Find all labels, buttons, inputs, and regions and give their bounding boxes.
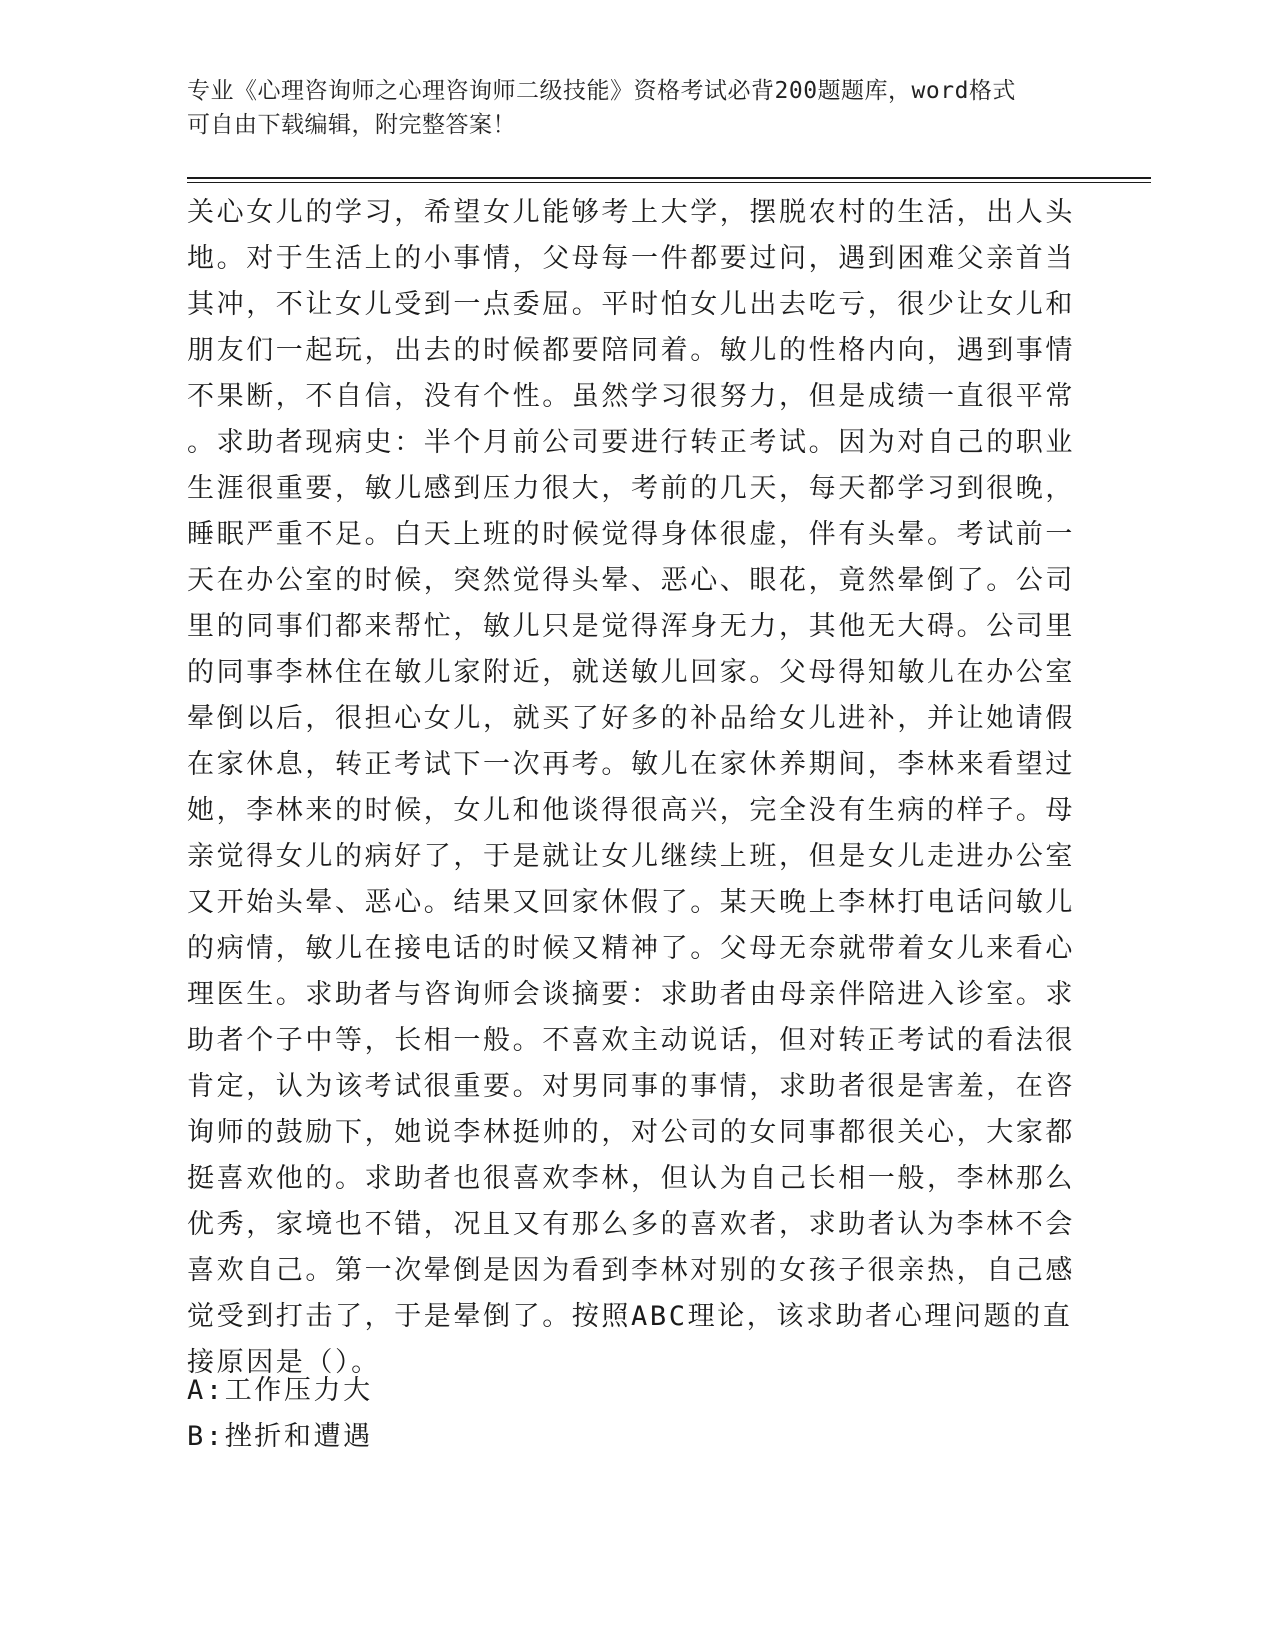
question-line: 亲觉得女儿的病好了，于是就让女儿继续上班，但是女儿走进办公室: [187, 841, 1075, 872]
question-line: 地。对于生活上的小事情，父母每一件都要过问，遇到困难父亲首当: [187, 243, 1075, 274]
question-line: 其冲，不让女儿受到一点委屈。平时怕女儿出去吃亏，很少让女儿和: [187, 289, 1075, 320]
answer-options: [187, 1368, 373, 1460]
page-header: [187, 74, 1067, 142]
header-divider: [187, 177, 1151, 179]
question-line: 。求助者现病史：半个月前公司要进行转正考试。因为对自己的职业: [187, 427, 1075, 458]
question-line: 生涯很重要，敏儿感到压力很大，考前的几天，每天都学习到很晚，: [187, 473, 1075, 504]
question-line: 肯定，认为该考试很重要。对男同事的事情，求助者很是害羞，在咨: [187, 1071, 1075, 1102]
option-b: B:挫折和遭遇: [187, 1421, 373, 1452]
question-line: 的同事李林住在敏儿家附近，就送敏儿回家。父母得知敏儿在办公室: [187, 657, 1075, 688]
header-line: 专业《心理咨询师之心理咨询师二级技能》资格考试必背200题题库，word格式: [187, 78, 1016, 104]
header-line: 可自由下载编辑，附完整答案！: [187, 112, 516, 138]
header-divider-thin: [187, 182, 1151, 183]
question-line: 晕倒以后，很担心女儿，就买了好多的补品给女儿进补，并让她请假: [187, 703, 1075, 734]
question-line: 优秀，家境也不错，况且又有那么多的喜欢者，求助者认为李林不会: [187, 1209, 1075, 1240]
question-line: 助者个子中等，长相一般。不喜欢主动说话，但对转正考试的看法很: [187, 1025, 1075, 1056]
question-line: 朋友们一起玩，出去的时候都要陪同着。敏儿的性格内向，遇到事情: [187, 335, 1075, 366]
question-line: 接原因是（）。: [187, 1347, 381, 1378]
question-line: 天在办公室的时候，突然觉得头晕、恶心、眼花，竟然晕倒了。公司: [187, 565, 1075, 596]
question-line: 在家休息，转正考试下一次再考。敏儿在家休养期间，李林来看望过: [187, 749, 1075, 780]
question-line: 又开始头晕、恶心。结果又回家休假了。某天晚上李林打电话问敏儿: [187, 887, 1075, 918]
question-line: 她，李林来的时候，女儿和他谈得很高兴，完全没有生病的样子。母: [187, 795, 1075, 826]
question-line: 询师的鼓励下，她说李林挺帅的，对公司的女同事都很关心，大家都: [187, 1117, 1075, 1148]
question-text: [187, 190, 1075, 1386]
question-line: 的病情，敏儿在接电话的时候又精神了。父母无奈就带着女儿来看心: [187, 933, 1075, 964]
question-line: 理医生。求助者与咨询师会谈摘要：求助者由母亲伴陪进入诊室。求: [187, 979, 1075, 1010]
question-line: 喜欢自己。第一次晕倒是因为看到李林对别的女孩子很亲热，自己感: [187, 1255, 1075, 1286]
question-line: 睡眠严重不足。白天上班的时候觉得身体很虚，伴有头晕。考试前一: [187, 519, 1075, 550]
question-line: 不果断，不自信，没有个性。虽然学习很努力，但是成绩一直很平常: [187, 381, 1075, 412]
option-a: A:工作压力大: [187, 1375, 373, 1406]
question-line: 里的同事们都来帮忙，敏儿只是觉得浑身无力，其他无大碍。公司里: [187, 611, 1075, 642]
question-line: 关心女儿的学习，希望女儿能够考上大学，摆脱农村的生活，出人头: [187, 197, 1075, 228]
question-line: 挺喜欢他的。求助者也很喜欢李林，但认为自己长相一般，李林那么: [187, 1163, 1075, 1194]
question-line: 觉受到打击了，于是晕倒了。按照ABC理论，该求助者心理问题的直: [187, 1301, 1073, 1332]
